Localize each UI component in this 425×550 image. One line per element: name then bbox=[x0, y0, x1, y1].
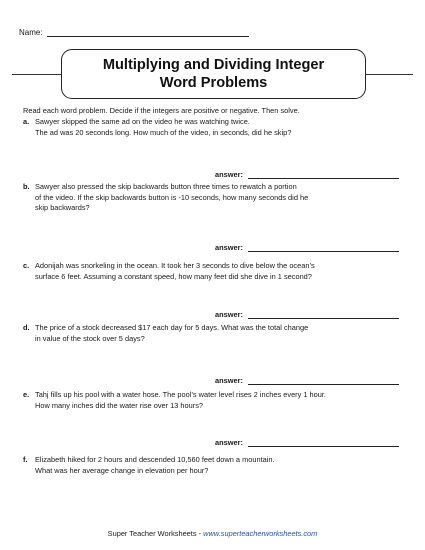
question-d bbox=[23, 323, 403, 344]
question-text-line: in value of the stock over 5 days? bbox=[35, 333, 145, 343]
question-b bbox=[23, 182, 403, 214]
question-text-line: Elizabeth hiked for 2 hours and descended 10,560 feet down a mountain. bbox=[35, 455, 275, 464]
answer-line[interactable] bbox=[248, 171, 399, 179]
question-text-line: The price of a stock decreased $17 each day for 5 days. What was the total change bbox=[35, 323, 309, 332]
footer bbox=[0, 529, 425, 538]
question-c bbox=[23, 261, 403, 282]
name-field bbox=[19, 27, 249, 37]
answer-line[interactable] bbox=[248, 377, 399, 385]
question-text-line: Tahj fills up his pool with a water hose. The pool’s water level rises 2 inches every 1 hour. bbox=[35, 390, 326, 399]
name-label: Name: bbox=[19, 28, 43, 37]
answer-c bbox=[215, 310, 399, 319]
instructions: Read each word problem. Decide if the integers are positive or negative. Then solve. bbox=[23, 106, 300, 115]
answer-b bbox=[215, 243, 399, 252]
answer-label: answer: bbox=[215, 170, 243, 179]
question-text-line: of the video. If the skip backwards button is -10 seconds, how many seconds did he bbox=[35, 192, 309, 202]
question-text-line: Adonijah was snorkeling in the ocean. It took her 3 seconds to dive below the ocean’s bbox=[35, 261, 315, 270]
question-text-line: surface 6 feet. Assuming a constant speed, how many feet did she dive in 1 second? bbox=[35, 271, 312, 281]
answer-label: answer: bbox=[215, 376, 243, 385]
answer-label: answer: bbox=[215, 438, 243, 447]
question-letter: b. bbox=[23, 182, 30, 191]
answer-label: answer: bbox=[215, 243, 243, 252]
footer-separator: - bbox=[196, 529, 204, 538]
question-a bbox=[23, 117, 403, 138]
answer-line[interactable] bbox=[248, 311, 399, 319]
question-text-line: How many inches did the water rise over 13 hours? bbox=[35, 400, 204, 410]
answer-a bbox=[215, 170, 399, 179]
answer-label: answer: bbox=[215, 310, 243, 319]
question-text-line: skip backwards? bbox=[35, 203, 90, 213]
answer-line[interactable] bbox=[248, 439, 399, 447]
question-text-line: Sawyer skipped the same ad on the video he was watching twice. bbox=[35, 117, 250, 126]
name-line[interactable] bbox=[47, 27, 249, 37]
answer-d bbox=[215, 376, 399, 385]
footer-brand: Super Teacher Worksheets bbox=[107, 529, 197, 538]
question-text-line: What was her average change in elevation per hour? bbox=[35, 465, 209, 475]
footer-url[interactable]: www.superteacherworksheets.com bbox=[203, 529, 318, 538]
title-line-1: Multiplying and Dividing Integer bbox=[102, 57, 325, 73]
answer-e bbox=[215, 438, 399, 447]
title-box bbox=[61, 49, 366, 99]
answer-line[interactable] bbox=[248, 244, 399, 252]
question-text-line: Sawyer also pressed the skip backwards button three times to rewatch a portion bbox=[35, 182, 297, 191]
question-text-line: The ad was 20 seconds long. How much of the video, in seconds, did he skip? bbox=[35, 127, 292, 137]
question-letter: c. bbox=[23, 261, 30, 270]
question-letter: a. bbox=[23, 117, 30, 126]
question-letter: d. bbox=[23, 323, 30, 332]
title-line-2: Word Problems bbox=[159, 75, 268, 91]
question-letter: f. bbox=[23, 455, 28, 464]
question-f bbox=[23, 455, 403, 476]
question-letter: e. bbox=[23, 390, 30, 399]
question-e bbox=[23, 390, 403, 411]
